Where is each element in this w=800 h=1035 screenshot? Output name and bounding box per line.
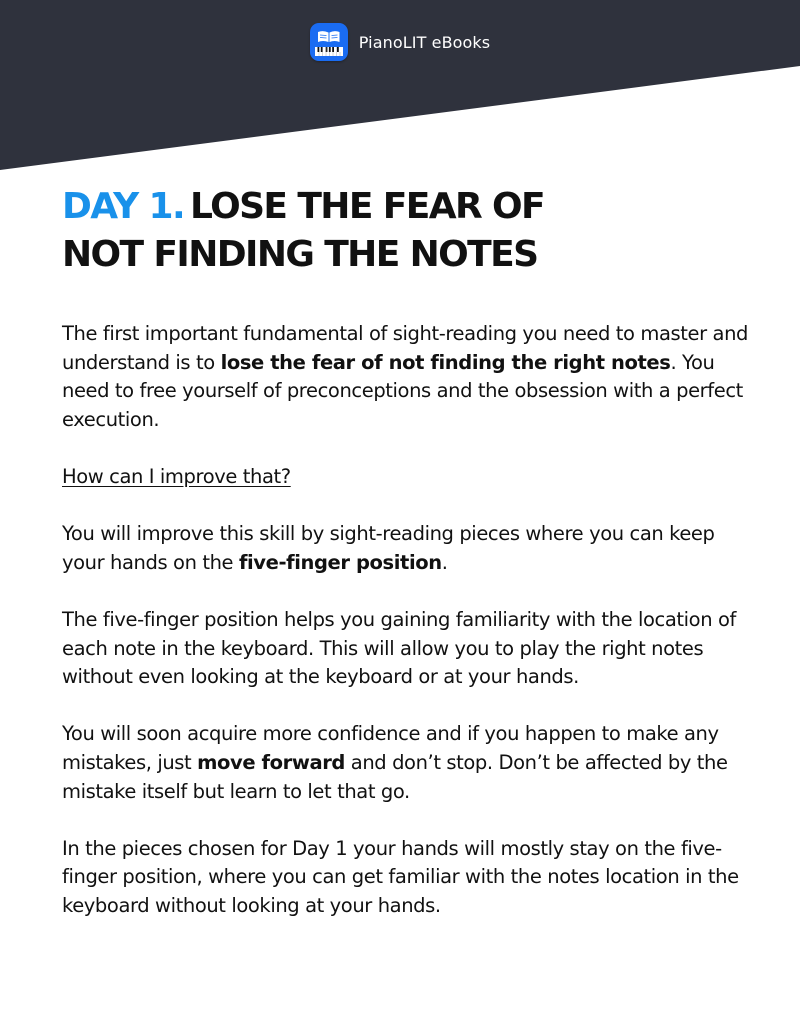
emphasis-text: five-finger position xyxy=(238,550,442,574)
paragraph-five-finger: The five-finger position helps you gaining familiarity with the location of each note in the keyboard. This will allow you to play the right notes without even looking at the keyboard or at your hands. xyxy=(62,607,736,689)
paragraph-text: You will improve this skill by sight-reading pieces where you can keep your hands on the xyxy=(62,522,715,574)
body-text xyxy=(62,320,752,920)
paragraph-improve xyxy=(62,520,752,577)
paragraph-text: . You need to free yourself of preconceptions and the obsession with a perfect execution. xyxy=(62,350,743,431)
emphasis-text: lose the fear of not finding the right notes xyxy=(220,350,671,374)
paragraph-text: The first important fundamental of sight-reading you need to master and understand is to xyxy=(62,322,749,374)
paragraph-text: You will soon acquire more confidence and if you happen to make any mistakes, just xyxy=(62,722,719,774)
title-line-1 xyxy=(62,183,752,231)
page-content xyxy=(62,183,752,949)
page-title xyxy=(62,183,752,279)
brand-name: PianoLIT eBooks xyxy=(358,32,491,52)
brand xyxy=(0,23,800,61)
paragraph-question xyxy=(62,463,752,492)
question-heading: How can I improve that? xyxy=(62,464,291,488)
paragraph-intro xyxy=(62,320,752,434)
emphasis-text: move forward xyxy=(197,750,345,774)
paragraph-confidence xyxy=(62,720,752,806)
title-line-2: NOT FINDING THE NOTES xyxy=(62,234,538,275)
paragraph-text: . xyxy=(441,550,448,574)
day-label: DAY 1. xyxy=(62,186,185,227)
title-text-1: LOSE THE FEAR OF xyxy=(190,186,545,227)
paragraph-text: and don’t stop. Don’t be affected by the mistake itself but learn to let that go. xyxy=(62,750,728,803)
paragraph-day1-pieces: In the pieces chosen for Day 1 your hands will mostly stay on the five-finger position, where you can get familiar with the notes location in the keyboard without looking at your hands. xyxy=(62,836,739,917)
pianolit-logo-icon xyxy=(310,23,348,61)
